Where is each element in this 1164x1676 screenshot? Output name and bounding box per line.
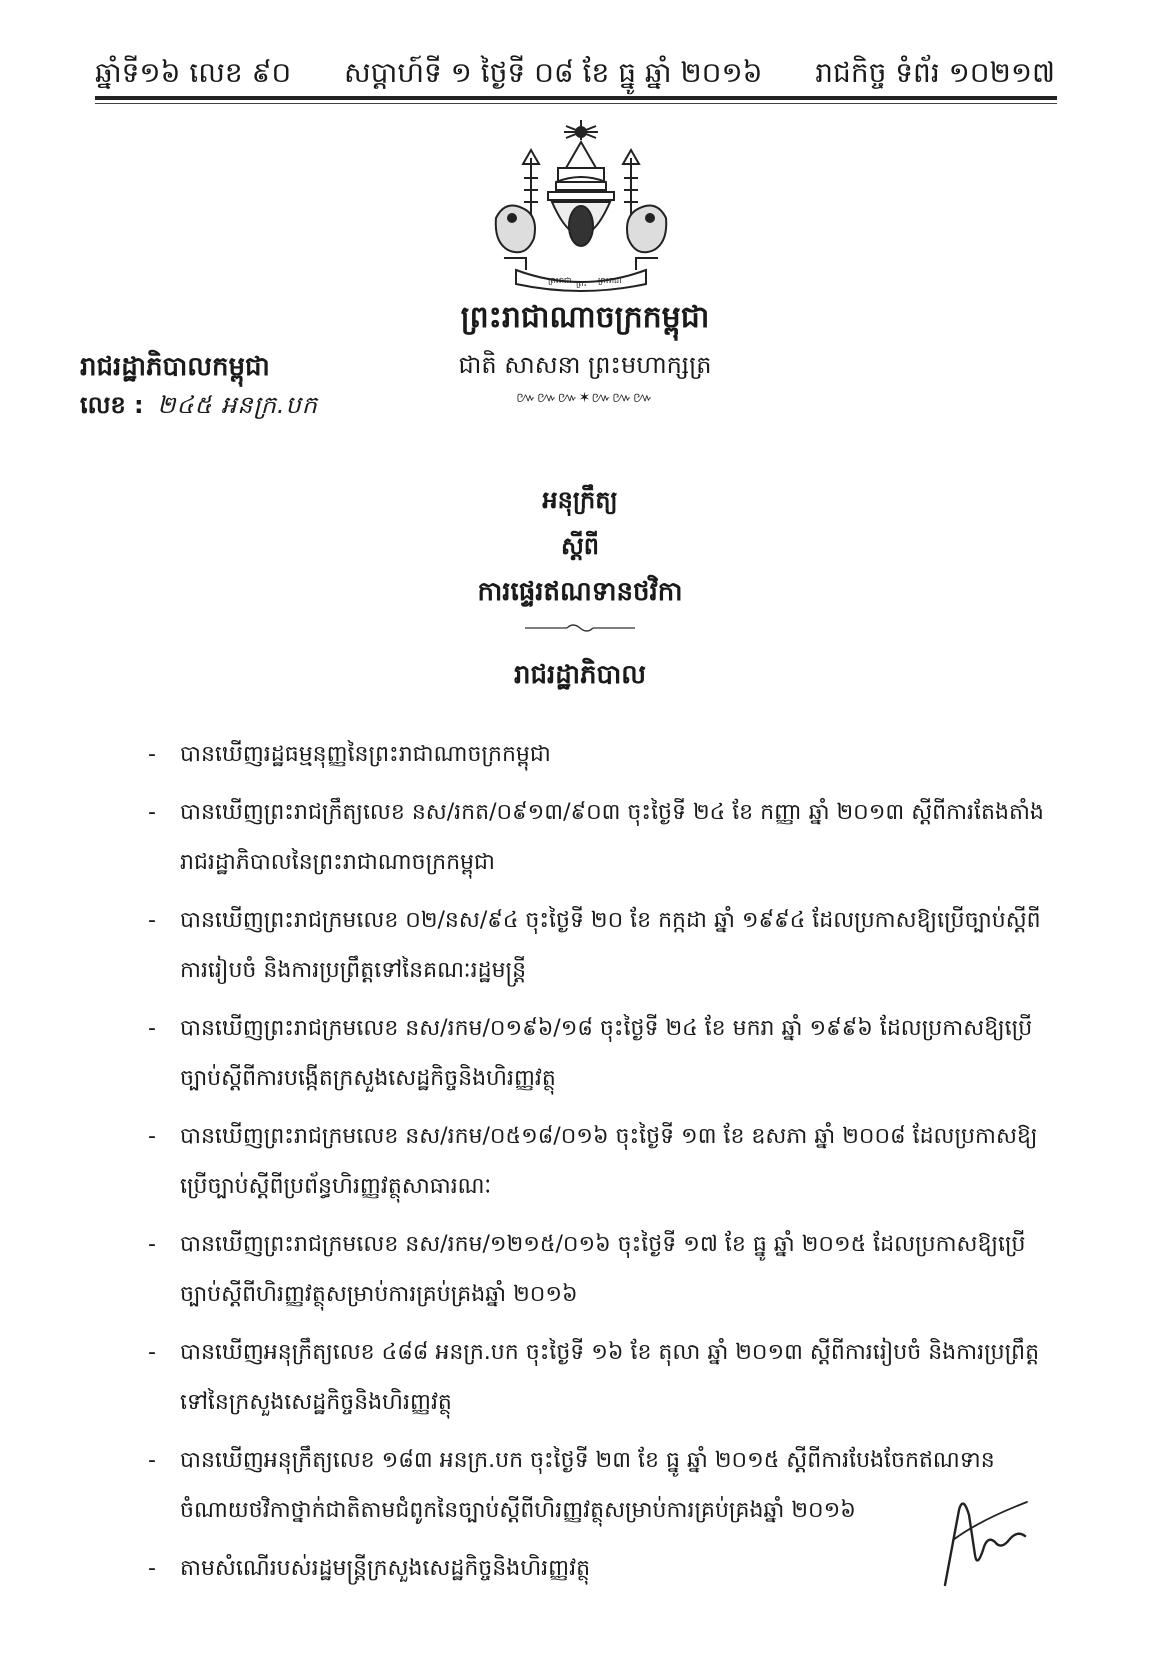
preamble-item: - បានឃើញអនុក្រឹត្យលេខ ១៨៣ អនក្រ.បក ចុះថ្ងៃទី ២៣ ខែ ធ្នូ ឆ្នាំ ២០១៥ ស្តីពីការបែងចែកឥណទានចំណាយថវិកាថ្នាក់ជាតិតាមជំពូកនៃច្បាប់ស្តីពីហិរញ្ញវត្ថុសម្រាប់ការគ្រប់គ្រងឆ្នាំ ២០១៦ [148, 1448, 995, 1523]
preamble-item: - បានឃើញព្រះរាជក្រមលេខ នស/រកម/០១៩៦/១៨ ចុះថ្ងៃទី ២៤ ខែ មករា ឆ្នាំ ១៩៩៦ ដែលប្រកាសឱ្យប្រើច្បាប់ស្តីពីការបង្កើតក្រសួងសេដ្ឋកិច្ចនិងហិរញ្ញវត្ថុ [148, 1016, 1033, 1091]
gazette-page: រាជកិច្ច ទំព័រ ១០២១៧ [815, 56, 1055, 89]
title-ornament-divider [525, 620, 635, 636]
preamble-item: - តាមសំណើរបស់រដ្ឋមន្ត្រីក្រសួងសេដ្ឋកិច្ចនិងហិរញ្ញវត្ថុ [148, 1556, 591, 1581]
preamble-text: បានឃើញព្រះរាជក្រឹត្យលេខ នស/រកត/០៩១៣/៩០៣ ចុះថ្ងៃទី ២៤ ខែ កញ្ញា ឆ្នាំ ២០១៣ ស្តីពីការតែងតាំងរាជរដ្ឋាភិបាលនៃព្រះរាជាណាចក្រកម្ពុជា [180, 800, 1044, 875]
preamble-item: - បានឃើញព្រះរាជក្រមលេខ នស/រកម/០៥១៨/០១៦ ចុះថ្ងៃទី ១៣ ខែ ឧសភា ឆ្នាំ ២០០៨ ដែលប្រកាសឱ្យប្រើច្បាប់ស្តីពីប្រព័ន្ធហិរញ្ញវត្ថុសាធារណៈ [148, 1124, 1038, 1199]
preamble-text: បានឃើញព្រះរាជក្រមលេខ នស/រកម/១២១៥/០១៦ ចុះថ្ងៃទី ១៧ ខែ ធ្នូ ឆ្នាំ ២០១៥ ដែលប្រកាសឱ្យប្រើច្បាប់ស្តីពីហិរញ្ញវត្ថុសម្រាប់ការគ្រប់គ្រងឆ្នាំ ២០១៦ [180, 1232, 1026, 1307]
document-title-block [380, 478, 780, 696]
document-number [80, 390, 318, 425]
preamble-item: - បានឃើញអនុក្រឹត្យលេខ ៤៨៨ អនក្រ.បក ចុះថ្ងៃទី ១៦ ខែ តុលា ឆ្នាំ ២០១៣ ស្តីពីការរៀបចំ និងការប្រព្រឹត្តទៅនៃក្រសួងសេដ្ឋកិច្ចនិងហិរញ្ញវត្ថុ [148, 1340, 1040, 1415]
preamble-text: បានឃើញអនុក្រឹត្យលេខ ១៨៣ អនក្រ.បក ចុះថ្ងៃទី ២៣ ខែ ធ្នូ ឆ្នាំ ២០១៥ ស្តីពីការបែងចែកឥណទានចំណាយថវិកាថ្នាក់ជាតិតាមជំពូកនៃច្បាប់ស្តីពីហិរញ្ញវត្ថុសម្រាប់ការគ្រប់គ្រងឆ្នាំ ២០១៦ [180, 1448, 995, 1523]
preamble-item: - បានឃើញព្រះរាជក្រឹត្យលេខ នស/រកត/០៩១៣/៩០៣ ចុះថ្ងៃទី ២៤ ខែ កញ្ញា ឆ្នាំ ២០១៣ ស្តីពីការតែងតាំងរាជរដ្ឋាភិបាលនៃព្រះរាជាណាចក្រកម្ពុជា [148, 800, 1044, 875]
handwritten-signature-icon [925, 1480, 1035, 1590]
document-type: អនុក្រឹត្យ [542, 486, 618, 514]
preamble-item: - បានឃើញព្រះរាជក្រមលេខ នស/រកម/១២១៥/០១៦ ចុះថ្ងៃទី ១៧ ខែ ធ្នូ ឆ្នាំ ២០១៥ ដែលប្រកាសឱ្យប្រើច្បាប់ស្តីពីហិរញ្ញវត្ថុសម្រាប់ការគ្រប់គ្រងឆ្នាំ ២០១៦ [148, 1232, 1026, 1307]
issuing-government: រាជរដ្ឋាភិបាលកម្ពុជា [80, 352, 270, 382]
national-motto: ជាតិ សាសនា ព្រះមហាក្សត្រ [458, 351, 712, 379]
preamble-text: បានឃើញព្រះរាជក្រមលេខ នស/រកម/០៥១៨/០១៦ ចុះថ្ងៃទី ១៣ ខែ ឧសភា ឆ្នាំ ២០០៨ ដែលប្រកាសឱ្យប្រើច្បាប់ស្តីពីប្រព័ន្ធហិរញ្ញវត្ថុសាធារណៈ [180, 1124, 1038, 1199]
preamble-text: បានឃើញរដ្ឋធម្មនុញ្ញនៃព្រះរាជាណាចក្រកម្ពុជា [180, 742, 551, 767]
gazette-header [95, 38, 1055, 96]
banner-text-left: ព្រះរាជា [548, 276, 572, 285]
kingdom-name: ព្រះរាជាណាចក្រកម្ពុជា [460, 300, 710, 335]
royal-coat-of-arms-icon [486, 118, 676, 298]
header-divider-thin [95, 103, 1057, 104]
banner-text-center: ព្រះ [576, 279, 587, 288]
preamble-list [148, 730, 1058, 1602]
banner-text-right: ព្រះរាជា [598, 276, 622, 285]
preamble-item: - បានឃើញព្រះរាជក្រមលេខ ០២/នស/៩៤ ចុះថ្ងៃទី ២០ ខែ កក្កដា ឆ្នាំ ១៩៩៤ ដែលប្រកាសឱ្យប្រើច្បាប់ស្តីពីការរៀបចំ និងការប្រព្រឹត្តទៅនៃគណៈរដ្ឋមន្ត្រី [148, 908, 1041, 983]
gazette-year-issue: ឆ្នាំទី១៦ លេខ ៩០ [95, 56, 292, 89]
gazette-week-date: សប្តាហ៍ទី ១ ថ្ងៃទី ០៨ ខែ ធ្នូ ឆ្នាំ ២០១៦ [344, 56, 763, 89]
preamble-text: បានឃើញព្រះរាជក្រមលេខ នស/រកម/០១៩៦/១៨ ចុះថ្ងៃទី ២៤ ខែ មករា ឆ្នាំ ១៩៩៦ ដែលប្រកាសឱ្យប្រើច្បាប់ស្តីពីការបង្កើតក្រសួងសេដ្ឋកិច្ចនិងហិរញ្ញវត្ថុ [180, 1016, 1033, 1091]
document-subject: ការផ្ទេរឥណទានថវិកា [477, 577, 683, 607]
title-about: ស្តីពី [560, 532, 600, 560]
motto-ornament: ៚៚៚✶៚៚៚ [516, 390, 654, 406]
issuing-authority: រាជរដ្ឋាភិបាល [513, 660, 647, 690]
preamble-text: បានឃើញអនុក្រឹត្យលេខ ៤៨៨ អនក្រ.បក ចុះថ្ងៃទី ១៦ ខែ តុលា ឆ្នាំ ២០១៣ ស្តីពីការរៀបចំ និងការប្រព្រឹត្តទៅនៃក្រសួងសេដ្ឋកិច្ចនិងហិរញ្ញវត្ថុ [180, 1340, 1040, 1415]
preamble-text: តាមសំណើរបស់រដ្ឋមន្ត្រីក្រសួងសេដ្ឋកិច្ចនិងហិរញ្ញវត្ថុ [180, 1556, 591, 1581]
document-number-value: ២៤៥ អនក្រ.បក [157, 391, 319, 419]
document-number-label: លេខ : [80, 391, 144, 419]
preamble-item: - បានឃើញរដ្ឋធម្មនុញ្ញនៃព្រះរាជាណាចក្រកម្ពុជា [148, 742, 551, 767]
preamble-text: បានឃើញព្រះរាជក្រមលេខ ០២/នស/៩៤ ចុះថ្ងៃទី ២០ ខែ កក្កដា ឆ្នាំ ១៩៩៤ ដែលប្រកាសឱ្យប្រើច្បាប់ស្តីពីការរៀបចំ និងការប្រព្រឹត្តទៅនៃគណៈរដ្ឋមន្ត្រី [180, 908, 1041, 983]
header-divider [95, 96, 1057, 100]
